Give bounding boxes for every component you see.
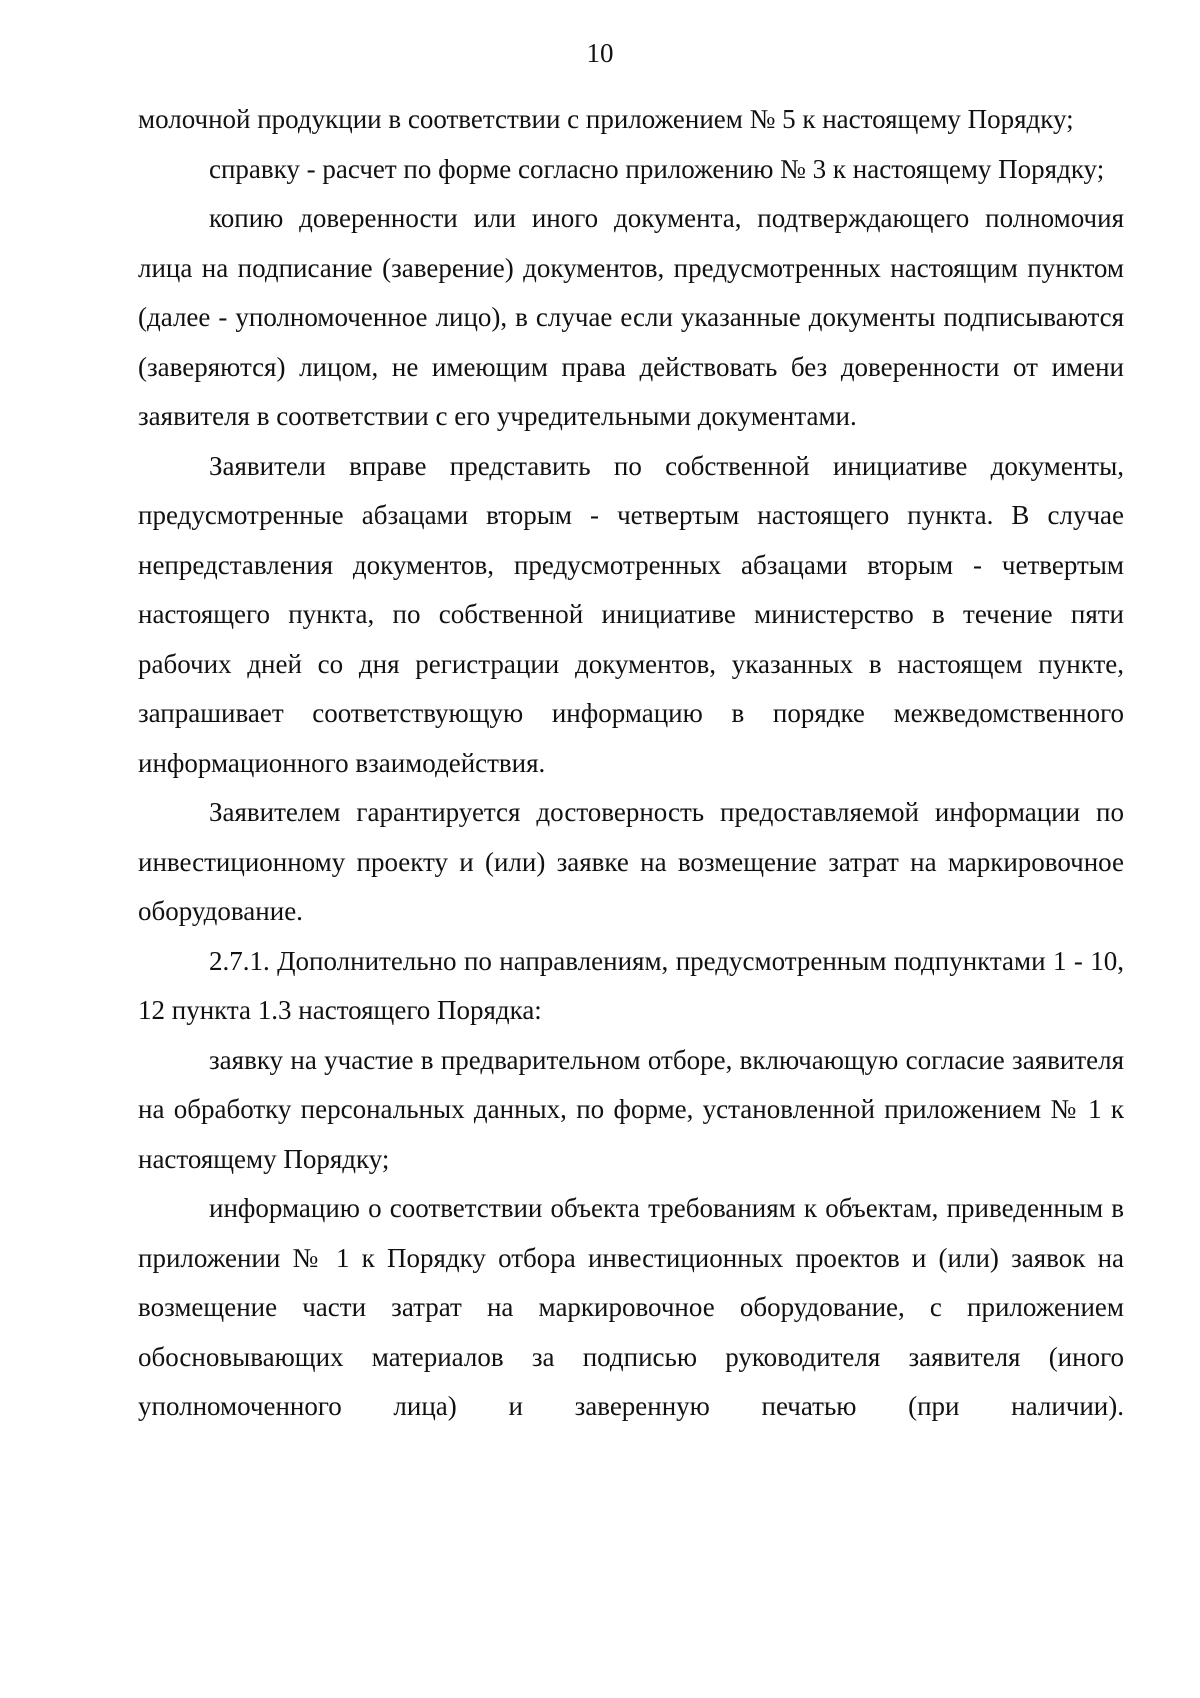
page-number: 10 <box>586 38 614 68</box>
paragraph-clause-2-7-1: 2.7.1. Дополнительно по направлениям, предусмотренным подпунктами 1 - 10, 12 пункта 1.3 настоящего Порядка: <box>138 945 1124 1025</box>
paragraph-object-compliance: информацию о соответствии объекта требованиям к объектам, приведенным в приложении № 1 к Порядку отбора инвестиционных проектов и (или) заявок на возмещение части затрат на маркировочное оборудование, с приложением обосновывающих материалов за подписью руководителя заявителя (иного уполномоченного лица) и заверенную печатью (при наличии). <box>138 1193 1124 1421</box>
paragraph-calculation-certificate: справку - расчет по форме согласно приложению № 3 к настоящему Порядку; <box>209 153 1105 184</box>
paragraph-reliability-guarantee: Заявителем гарантируется достоверность предоставляемой информации по инвестиционному проекту и (или) заявке на возмещение затрат на маркировочное оборудование. <box>138 797 1124 926</box>
document-body <box>138 95 1124 1432</box>
paragraph-application-form: заявку на участие в предварительном отборе, включающую согласие заявителя на обработку персональных данных, по форме, установленной приложением № 1 к настоящему Порядку; <box>138 1044 1124 1174</box>
paragraph-power-of-attorney: копию доверенности или иного документа, подтверждающего полномочия лица на подписание (заверение) документов, предусмотренных настоящим пунктом (далее - уполномоченное лицо), в случае если указанные документы подписываются (заверяются) лицом, не имеющим права действовать без доверенности от имени заявителя в соответствии с его учредительными документами. <box>138 203 1124 431</box>
paragraph-continuation: молочной продукции в соответствии с приложением № 5 к настоящему Порядку; <box>138 104 1074 134</box>
paragraph-applicants-right: Заявители вправе представить по собственной инициативе документы, предусмотренные абзацами вторым - четвертым настоящего пункта. В случае непредставления документов, предусмотренных абзацами вторым - четвертым настоящего пункта, по собственной инициативе министерство в течение пяти рабочих дней со дня регистрации документов, указанных в настоящем пункте, запрашивает соответствующую информацию в порядке межведомственного информационного взаимодействия. <box>138 450 1124 778</box>
